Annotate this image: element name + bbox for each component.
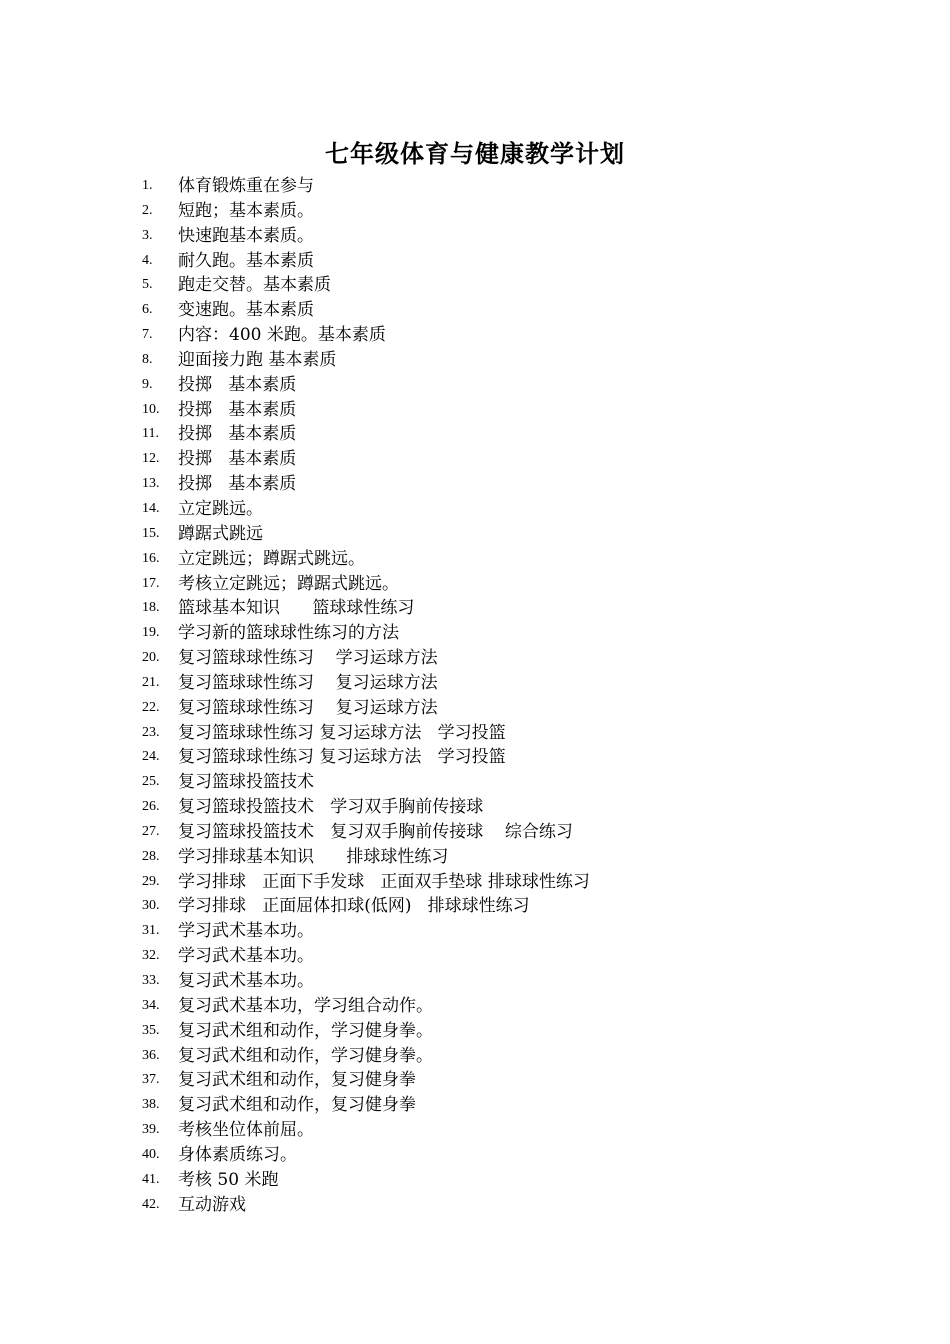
list-item-text: 投掷 基本素质	[178, 399, 297, 420]
list-item-text: 考核坐位体前屈。	[178, 1120, 314, 1141]
list-item-number: 22.	[142, 699, 160, 715]
list-item-number: 20.	[142, 650, 160, 666]
list-item-text: 耐久跑。基本素质	[178, 250, 314, 271]
list-item-text: 篮球基本知识 篮球球性练习	[178, 598, 415, 619]
list-item-number: 6.	[142, 302, 153, 318]
list-item-number: 38.	[142, 1097, 160, 1113]
list-item	[142, 323, 590, 348]
list-item	[142, 745, 590, 770]
list-item-number: 28.	[142, 848, 160, 864]
list-item-number: 2.	[142, 202, 153, 218]
list-item	[142, 1019, 590, 1044]
list-item-text: 蹲踞式跳远	[178, 523, 263, 544]
list-item-text: 体育锻炼重在参与	[178, 176, 314, 196]
list-item-number: 31.	[142, 923, 160, 939]
list-item-text: 投掷 基本素质	[178, 374, 297, 395]
list-item-number: 10.	[142, 401, 160, 417]
list-item-number: 19.	[142, 625, 160, 641]
list-item-text: 跑走交替。基本素质	[178, 275, 331, 296]
list-item-number: 15.	[142, 525, 160, 541]
list-item	[142, 894, 590, 919]
list-item-number: 36.	[142, 1047, 160, 1063]
list-item	[142, 497, 590, 522]
list-item	[142, 770, 590, 795]
list-item-text: 学习排球 正面屈体扣球(低网) 排球球性练习	[178, 896, 530, 917]
list-item-text: 快速跑基本素质。	[178, 225, 314, 246]
list-item	[142, 348, 590, 373]
list-item-number: 33.	[142, 973, 160, 988]
list-item-text: 学习武术基本功。	[178, 921, 314, 942]
document-title: 七年级体育与健康教学计划	[325, 140, 625, 168]
list-item-number: 9.	[142, 376, 153, 392]
list-item	[142, 845, 590, 870]
list-item-text: 复习篮球投篮技术	[178, 772, 314, 793]
list-item-text: 变速跑。基本素质	[178, 300, 314, 321]
list-item	[142, 224, 590, 249]
list-item	[142, 1193, 590, 1218]
list-item-text: 复习篮球球性练习 复习运球方法 学习投篮	[178, 722, 506, 743]
list-item-text: 投掷 基本素质	[178, 449, 297, 470]
list-item-number: 4.	[142, 252, 153, 268]
list-item	[142, 547, 590, 572]
list-item-text: 投掷 基本素质	[178, 474, 297, 495]
list-item	[142, 596, 590, 621]
list-item	[142, 1068, 590, 1093]
list-item	[142, 522, 590, 547]
list-item	[142, 398, 590, 423]
list-item-text: 短跑；基本素质。	[178, 200, 314, 221]
list-item-number: 40.	[142, 1146, 160, 1162]
list-item	[142, 447, 590, 472]
list-item-number: 1.	[142, 178, 153, 193]
list-item-number: 14.	[142, 500, 160, 516]
list-item-text: 复习武术组和动作，学习健身拳。	[178, 1045, 433, 1066]
list-item	[142, 1044, 590, 1069]
list-item	[142, 696, 590, 721]
list-item	[142, 422, 590, 447]
list-item-text: 复习篮球球性练习 复习运球方法	[178, 672, 438, 693]
list-item-text: 复习篮球球性练习 学习运球方法	[178, 648, 438, 669]
list-item-text: 考核立定跳远；蹲踞式跳远。	[178, 573, 399, 594]
list-item-number: 29.	[142, 873, 160, 889]
list-item-text: 复习篮球投篮技术 复习双手胸前传接球 综合练习	[178, 821, 573, 842]
list-item-number: 17.	[142, 575, 160, 591]
list-item-text: 投掷 基本素质	[178, 424, 297, 445]
list-item	[142, 870, 590, 895]
list-item-number: 3.	[142, 227, 153, 243]
list-item-text: 复习武术基本功，学习组合动作。	[178, 995, 433, 1016]
list-item-text: 学习排球基本知识 排球球性练习	[178, 846, 449, 867]
list-item-number: 23.	[142, 724, 160, 740]
list-item-number: 12.	[142, 451, 160, 467]
list-item-text: 复习武术组和动作，复习健身拳	[178, 1070, 416, 1091]
list-item-text: 立定跳远。	[178, 498, 263, 519]
list-item-text: 复习武术组和动作，学习健身拳。	[178, 1020, 433, 1041]
list-item	[142, 249, 590, 274]
list-item-number: 32.	[142, 948, 160, 964]
list-item-text: 内容：400 米跑。基本素质	[178, 325, 386, 346]
list-item	[142, 273, 590, 298]
list-item-number: 26.	[142, 799, 160, 815]
list-item-number: 35.	[142, 1022, 160, 1038]
list-item	[142, 1168, 590, 1193]
list-item	[142, 944, 590, 969]
list-item-text: 身体素质练习。	[178, 1144, 297, 1165]
list-item	[142, 572, 590, 597]
list-item-text: 复习武术组和动作，复习健身拳	[178, 1095, 416, 1116]
list-item	[142, 969, 590, 994]
list-item-number: 11.	[142, 426, 159, 442]
list-item	[142, 174, 590, 199]
list-item-text: 互动游戏	[178, 1194, 246, 1215]
list-item	[142, 646, 590, 671]
list-item-number: 34.	[142, 997, 160, 1013]
list-item-number: 37.	[142, 1072, 160, 1088]
list-item-number: 39.	[142, 1122, 160, 1138]
list-item-number: 27.	[142, 823, 160, 839]
list-item	[142, 820, 590, 845]
list-item	[142, 994, 590, 1019]
list-item-number: 7.	[142, 327, 153, 343]
list-item	[142, 298, 590, 323]
list-item-number: 8.	[142, 351, 153, 367]
list-item	[142, 1118, 590, 1143]
list-item-number: 16.	[142, 550, 160, 566]
list-item-text: 复习篮球球性练习 复习运球方法 学习投篮	[178, 747, 506, 768]
list-item-number: 42.	[142, 1196, 160, 1212]
list-item-text: 考核 50 米跑	[178, 1169, 279, 1190]
list-item-number: 21.	[142, 674, 160, 690]
list-item-text: 立定跳远；蹲踞式跳远。	[178, 548, 365, 569]
list-item	[142, 621, 590, 646]
list-item-number: 41.	[142, 1171, 160, 1187]
list-item	[142, 919, 590, 944]
list-item-text: 复习篮球投篮技术 学习双手胸前传接球	[178, 797, 484, 818]
list-item	[142, 1093, 590, 1118]
list-item-text: 复习武术基本功。	[178, 971, 314, 991]
list-item-text: 复习篮球球性练习 复习运球方法	[178, 697, 438, 718]
list-item-number: 13.	[142, 476, 160, 492]
list-item	[142, 1143, 590, 1168]
list-item	[142, 199, 590, 224]
list-item	[142, 721, 590, 746]
list-item-number: 18.	[142, 600, 160, 616]
list-item-text: 学习新的篮球球性练习的方法	[178, 623, 399, 644]
list-item-text: 学习武术基本功。	[178, 946, 314, 967]
list-item	[142, 472, 590, 497]
list-item-number: 25.	[142, 774, 160, 790]
list-item-number: 24.	[142, 749, 160, 765]
lesson-list	[142, 174, 590, 1217]
list-item-text: 学习排球 正面下手发球 正面双手垫球 排球球性练习	[178, 871, 590, 892]
list-item	[142, 373, 590, 398]
list-item-text: 迎面接力跑 基本素质	[178, 349, 337, 370]
list-item-number: 30.	[142, 898, 160, 914]
list-item	[142, 795, 590, 820]
list-item-number: 5.	[142, 277, 153, 293]
list-item	[142, 671, 590, 696]
